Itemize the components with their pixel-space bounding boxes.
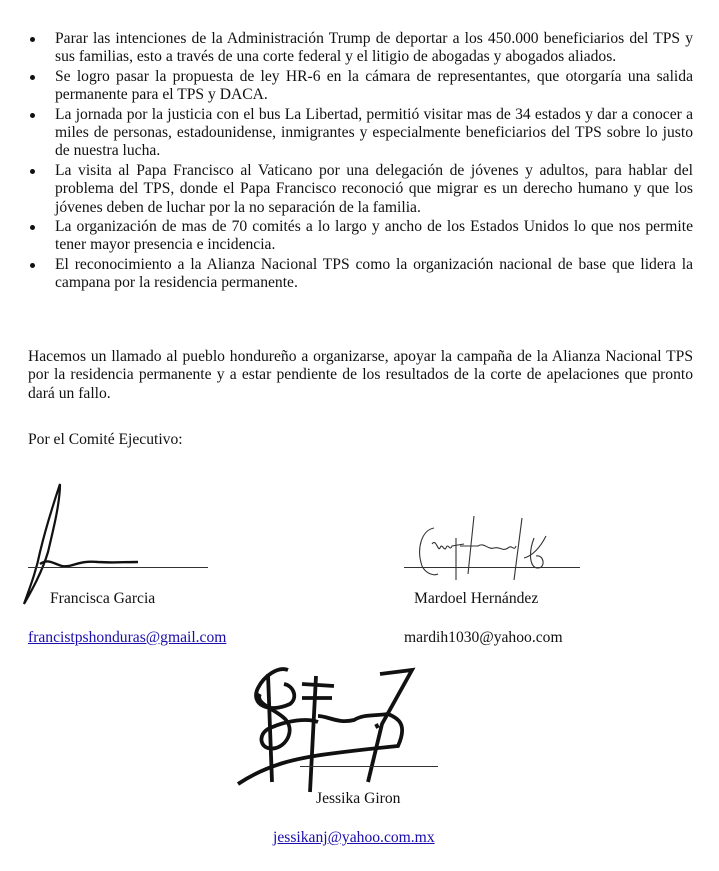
bullet-text: La visita al Papa Francisco al Vaticano por una delegación de jóvenes y adultos, para hablar del problema del TPS, donde el Papa Francisco reconoció que migrar es un derecho humano y que los jóvenes deben de luchar por la no separación de la familia. (55, 161, 693, 216)
bullet-icon (30, 113, 35, 118)
bullet-icon (30, 263, 35, 268)
bullet-icon (30, 37, 35, 42)
bullet-icon (30, 169, 35, 174)
bullet-text: La organización de mas de 70 comités a lo largo y ancho de los Estados Unidos lo que nos permite tener mayor presencia e incidencia. (55, 218, 693, 254)
signatory-name: Francisca Garcia (50, 590, 156, 607)
bullet-text: El reconocimiento a la Alianza Nacional TPS como la organización nacional de base que lidera la campana por la residencia permanente. (55, 255, 693, 292)
list-item (28, 218, 693, 255)
achievements-list (28, 30, 693, 294)
list-item (28, 162, 693, 217)
list-item (28, 68, 693, 105)
signatory-email-link[interactable]: jessikanj@yahoo.com.mx (273, 829, 435, 846)
bullet-icon (30, 225, 35, 230)
signature-line (404, 567, 580, 568)
signatory-name: Mardoel Hernández (414, 590, 539, 607)
list-item (28, 256, 693, 293)
bullet-icon (30, 75, 35, 80)
list-item (28, 106, 693, 161)
signatory-name: Jessika Giron (316, 790, 401, 807)
signature-line (28, 567, 208, 568)
signature-mardoel-hernandez (404, 508, 584, 588)
list-item (28, 30, 693, 67)
bullet-text: Se logro pasar la propuesta de ley HR-6 en la cámara de representantes, que otorgaría una salida permanente para el TPS y DACA. (55, 67, 693, 104)
bullet-text: La jornada por la justicia con el bus La Libertad, permitió visitar mas de 34 estados y dar a conocer a miles de personas, estadounidense, inmigrantes y especialmente beneficiarios del TPS sobre lo justo de nuestra lucha. (55, 105, 693, 160)
signatory-email: mardih1030@yahoo.com (404, 629, 563, 646)
signature-line (300, 766, 438, 767)
bullet-text: Parar las intenciones de la Administración Trump de deportar a los 450.000 beneficiarios del TPS y sus familias, esto a través de una corte federal y el litigio de abogadas y abogados aliados. (55, 30, 693, 66)
closing-line: Por el Comité Ejecutivo: (28, 431, 183, 448)
call-to-action-paragraph: Hacemos un llamado al pueblo hondureño a organizarse, apoyar la campaña de la Alianza Nacional TPS por la residencia permanente y a estar pendiente de los resultados de la corte de apelaciones que pronto dará un fallo. (28, 348, 693, 402)
signatory-email-link[interactable]: francistpshonduras@gmail.com (28, 629, 227, 646)
